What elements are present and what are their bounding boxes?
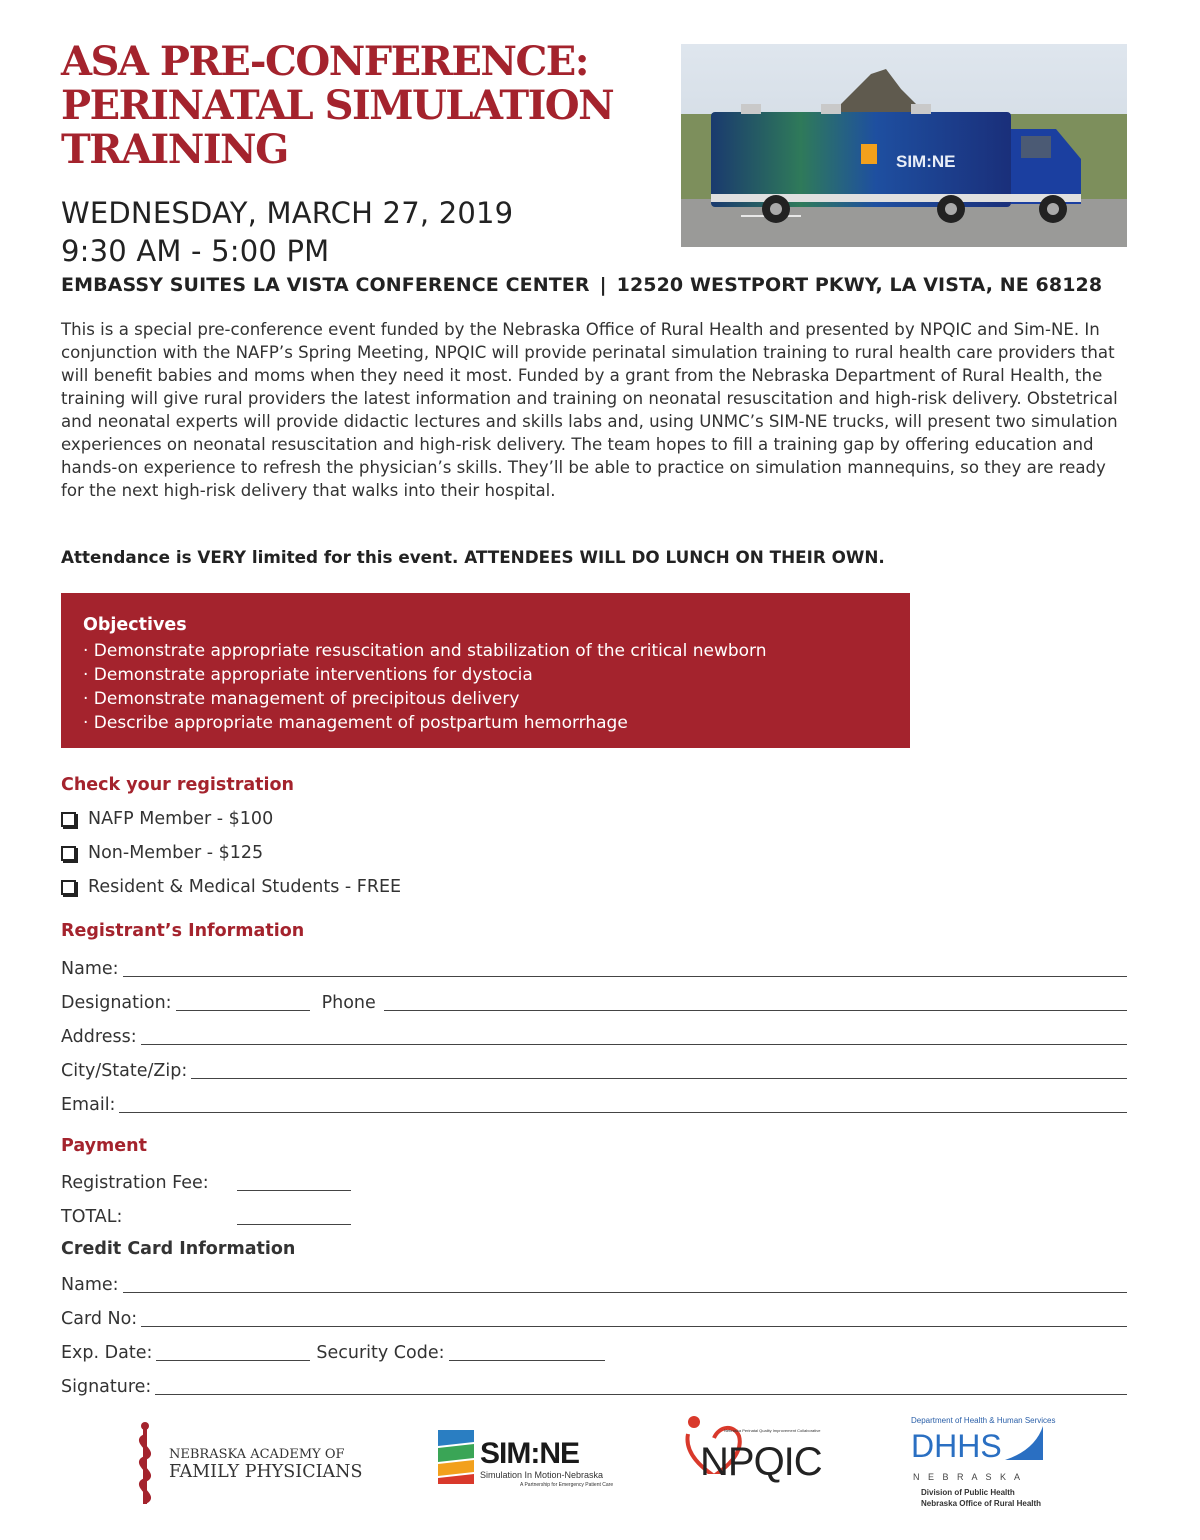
simne-name: SIM:NE bbox=[480, 1437, 579, 1470]
dhhs-state: N E B R A S K A bbox=[913, 1472, 1024, 1482]
field-label: TOTAL: bbox=[61, 1207, 123, 1227]
designation-input-line[interactable] bbox=[176, 1010, 310, 1011]
registration-option-label: Resident & Medical Students - FREE bbox=[88, 877, 402, 897]
objectives-heading: Objectives bbox=[83, 615, 187, 635]
field-label: Email: bbox=[61, 1095, 116, 1115]
npqic-logo bbox=[684, 1414, 834, 1494]
registration-option-label: NAFP Member - $100 bbox=[88, 809, 274, 829]
field-label: Phone bbox=[321, 993, 376, 1013]
field-label: Address: bbox=[61, 1027, 137, 1047]
dhhs-logo bbox=[905, 1414, 1056, 1514]
event-title bbox=[61, 40, 661, 172]
event-datetime bbox=[61, 194, 513, 270]
designation-phone-row bbox=[61, 987, 1127, 1013]
exp-date-input-line[interactable] bbox=[156, 1360, 310, 1361]
nafp-line-1: NEBRASKA ACADEMY OF bbox=[169, 1447, 345, 1462]
registrant-heading: Registrant’s Information bbox=[61, 921, 305, 941]
card-name-input-line[interactable] bbox=[123, 1292, 1127, 1293]
payment-heading: Payment bbox=[61, 1136, 147, 1156]
checkbox[interactable] bbox=[61, 812, 76, 827]
security-code-input-line[interactable] bbox=[449, 1360, 605, 1361]
field-label: City/State/Zip: bbox=[61, 1061, 188, 1081]
npqic-tagline: Nebraska Perinatal Quality Improvement Collaborative bbox=[724, 1428, 821, 1433]
event-date: WEDNESDAY, MARCH 27, 2019 bbox=[61, 196, 514, 230]
city-input-line[interactable] bbox=[191, 1078, 1127, 1079]
address-input-line[interactable] bbox=[141, 1044, 1127, 1045]
field-label: Card No: bbox=[61, 1309, 138, 1329]
nafp-logo bbox=[125, 1418, 385, 1508]
checkbox[interactable] bbox=[61, 846, 76, 861]
signature-field[interactable] bbox=[61, 1371, 1127, 1397]
address-field[interactable] bbox=[61, 1021, 1127, 1047]
truck-logo-text: SIM:NE bbox=[896, 152, 956, 171]
objectives-box bbox=[61, 593, 910, 748]
objective-item: · Demonstrate appropriate interventions for dystocia bbox=[83, 665, 533, 685]
attendance-note: Attendance is VERY limited for this event. ATTENDEES WILL DO LUNCH ON THEIR OWN. bbox=[61, 547, 885, 567]
caduceus-icon bbox=[125, 1418, 165, 1508]
field-label: Signature: bbox=[61, 1377, 152, 1397]
event-time: 9:30 AM - 5:00 PM bbox=[61, 234, 330, 268]
registration-option-label: Non-Member - $125 bbox=[88, 843, 264, 863]
field-label: Registration Fee: bbox=[61, 1173, 209, 1193]
dhhs-department: Department of Health & Human Services bbox=[911, 1416, 1056, 1425]
nafp-line-2: FAMILY PHYSICIANS bbox=[169, 1462, 363, 1482]
title-line-1: ASA PRE-CONFERENCE: bbox=[61, 38, 589, 85]
event-description: This is a special pre-conference event funded by the Nebraska Office of Rural Health and presented by NPQIC and Sim-NE. In conjunction with the NAFP’s Spring Meeting, NPQIC will provide perinatal simulation training to rural health care providers that will benefit babies and moms when they need it most. Funded by a grant from the Nebraska Department of Rural Health, the training will give rural providers the latest information and training on neonatal resuscitation and high-risk delivery. Obstetrical and neonatal experts will provide didactic lectures and skills labs and, using UNMC’s SIM-NE trucks, will present two simulation experiences on neonatal resuscitation and high-risk delivery. The team hopes to fill a training gap by offering education and hands-on experience to refresh the physician’s skills. They’ll be able to practice on simulation mannequins, so they are ready for the next high-risk delivery that walks into their hospital. bbox=[61, 320, 1118, 500]
registrant-name-field[interactable] bbox=[61, 953, 1127, 979]
simne-subtag: A Partnership for Emergency Patient Care bbox=[520, 1482, 614, 1488]
field-label: Exp. Date: bbox=[61, 1343, 153, 1363]
phone-input-line[interactable] bbox=[384, 1010, 1127, 1011]
name-input-line[interactable] bbox=[123, 976, 1127, 977]
simne-tagline: Simulation In Motion-Nebraska bbox=[480, 1470, 604, 1480]
npqic-name: NPQIC bbox=[700, 1440, 822, 1484]
card-number-field[interactable] bbox=[61, 1303, 1127, 1329]
dhhs-swoosh-icon bbox=[1005, 1426, 1045, 1462]
dhhs-division: Division of Public Health bbox=[921, 1488, 1015, 1497]
dhhs-office: Nebraska Office of Rural Health bbox=[921, 1499, 1042, 1508]
venue-separator: | bbox=[599, 274, 607, 296]
registration-heading: Check your registration bbox=[61, 775, 294, 795]
total-input-line[interactable] bbox=[237, 1224, 351, 1225]
checkbox[interactable] bbox=[61, 880, 76, 895]
field-label: Name: bbox=[61, 1275, 119, 1295]
simne-logo bbox=[438, 1430, 618, 1494]
registration-fee-field[interactable] bbox=[61, 1167, 351, 1193]
title-line-2: PERINATAL SIMULATION bbox=[61, 82, 614, 129]
event-location bbox=[61, 274, 1102, 296]
simne-mark-icon bbox=[438, 1430, 474, 1484]
exp-security-row bbox=[61, 1337, 621, 1363]
email-field[interactable] bbox=[61, 1089, 1127, 1115]
sim-truck-photo bbox=[681, 44, 1127, 247]
venue-name: EMBASSY SUITES LA VISTA CONFERENCE CENTER bbox=[61, 274, 590, 296]
title-line-3: TRAINING bbox=[61, 126, 288, 173]
venue-address: 12520 WESTPORT PKWY, LA VISTA, NE 68128 bbox=[616, 274, 1103, 296]
field-label: Name: bbox=[61, 959, 119, 979]
city-state-zip-field[interactable] bbox=[61, 1055, 1127, 1081]
dhhs-name: DHHS bbox=[911, 1428, 1002, 1464]
registration-option-nonmember[interactable] bbox=[61, 843, 263, 863]
field-label: Security Code: bbox=[316, 1343, 445, 1363]
signature-input-line[interactable] bbox=[155, 1394, 1127, 1395]
field-label: Designation: bbox=[61, 993, 172, 1013]
credit-card-heading: Credit Card Information bbox=[61, 1239, 296, 1259]
card-number-input-line[interactable] bbox=[141, 1326, 1127, 1327]
objective-item: · Demonstrate management of precipitous delivery bbox=[83, 689, 520, 709]
objective-item: · Describe appropriate management of postpartum hemorrhage bbox=[83, 713, 628, 733]
email-input-line[interactable] bbox=[119, 1112, 1127, 1113]
objectives-list bbox=[83, 639, 888, 735]
card-name-field[interactable] bbox=[61, 1269, 1127, 1295]
fee-input-line[interactable] bbox=[237, 1190, 351, 1191]
registration-option-nafp[interactable] bbox=[61, 809, 273, 829]
objective-item: · Demonstrate appropriate resuscitation and stabilization of the critical newborn bbox=[83, 641, 767, 661]
total-field[interactable] bbox=[61, 1201, 351, 1227]
registration-option-resident[interactable] bbox=[61, 877, 401, 897]
